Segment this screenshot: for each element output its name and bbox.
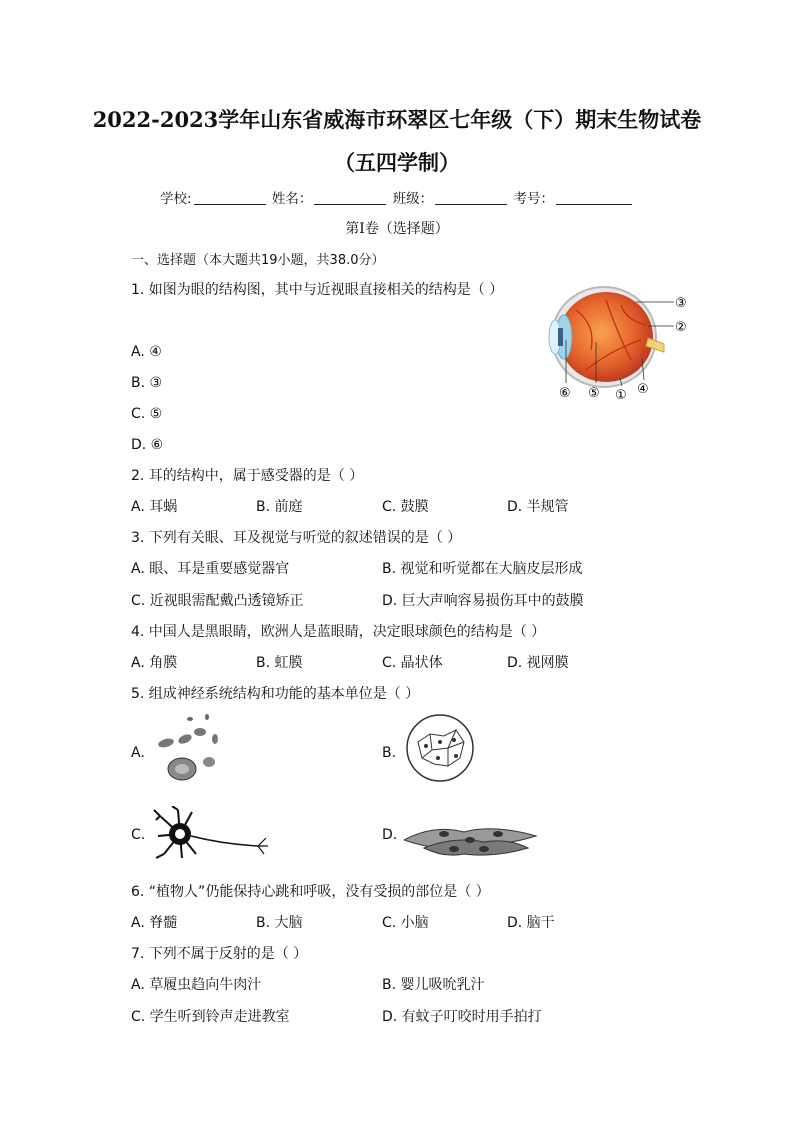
part-title: 一、选择题（本大题共19小题，共38.0分） [131, 253, 385, 268]
q7-option-c[interactable]: C. 学生听到铃声走进教室 [131, 1009, 290, 1025]
school-blank[interactable] [194, 190, 266, 205]
q3-option-d[interactable]: D. 巨大声响容易损伤耳中的鼓膜 [382, 593, 584, 609]
q1-option-b[interactable]: B. ③ [131, 375, 163, 391]
eye-structure-figure [536, 280, 696, 402]
number-blank[interactable] [556, 190, 632, 205]
class-label: 班级： [392, 191, 434, 207]
q1-option-d[interactable]: D. ⑥ [131, 437, 164, 453]
student-info-line [0, 187, 794, 207]
onion-epidermal-cells-figure [404, 712, 476, 784]
q1-option-c[interactable]: C. ⑤ [131, 406, 163, 422]
question-2-stem: 2. 耳的结构中，属于感受器的是（ ） [131, 468, 364, 484]
q2-option-b[interactable]: B. 前庭 [256, 499, 303, 515]
question-6-stem: 6. “植物人”仍能保持心跳和呼吸，没有受损的部位是（ ） [131, 884, 490, 900]
question-3-stem: 3. 下列有关眼、耳及视觉与听觉的叙述错误的是（ ） [131, 530, 462, 546]
school-label: 学校: [160, 191, 192, 207]
name-label: 姓名： [271, 191, 313, 207]
label-2: ② [675, 320, 687, 335]
red-blood-cells-figure [152, 712, 222, 784]
neuron-figure [152, 806, 272, 862]
question-1-stem: 1. 如图为眼的结构图，其中与近视眼直接相关的结构是（ ） [131, 282, 504, 298]
q6-option-c[interactable]: C. 小脑 [382, 915, 429, 931]
q2-option-d[interactable]: D. 半规管 [507, 499, 569, 515]
q5-option-b[interactable]: B. [382, 745, 397, 761]
q6-option-a[interactable]: A. 脊髓 [131, 915, 178, 931]
q3-option-b[interactable]: B. 视觉和听觉都在大脑皮层形成 [382, 561, 583, 577]
label-4: ④ [637, 382, 649, 397]
section-title: 第I卷（选择题） [345, 221, 449, 237]
class-blank[interactable] [435, 190, 507, 205]
muscle-cells-figure [404, 818, 538, 858]
q7-option-d[interactable]: D. 有蚊子叮咬时用手拍打 [382, 1009, 542, 1025]
q7-option-b[interactable]: B. 婴儿吸吮乳汁 [382, 977, 485, 993]
q5-option-a[interactable]: A. [131, 745, 145, 761]
q4-option-c[interactable]: C. 晶状体 [382, 655, 443, 671]
label-1: ① [615, 388, 627, 402]
question-7-stem: 7. 下列不属于反射的是（ ） [131, 946, 308, 962]
q7-option-a[interactable]: A. 草履虫趋向牛肉汁 [131, 977, 262, 993]
iris [558, 328, 563, 346]
number-label: 考号： [513, 191, 554, 207]
exam-subtitle: （五四学制） [334, 150, 460, 175]
q4-option-a[interactable]: A. 角膜 [131, 655, 178, 671]
q6-option-b[interactable]: B. 大脑 [256, 915, 303, 931]
exam-title: 2022-2023学年山东省威海市环翠区七年级（下）期末生物试卷 [92, 107, 702, 132]
q1-option-a[interactable]: A. ④ [131, 344, 162, 360]
choroid-retina [559, 292, 653, 382]
q4-option-d[interactable]: D. 视网膜 [507, 655, 569, 671]
q5-option-c[interactable]: C. [131, 827, 146, 843]
label-5: ⑤ [588, 386, 600, 401]
q5-option-d[interactable]: D. [382, 827, 398, 843]
name-blank[interactable] [314, 190, 386, 205]
q3-option-a[interactable]: A. 眼、耳是重要感觉器官 [131, 561, 290, 577]
q2-option-c[interactable]: C. 鼓膜 [382, 499, 429, 515]
q3-option-c[interactable]: C. 近视眼需配戴凸透镜矫正 [131, 593, 304, 609]
q2-option-a[interactable]: A. 耳蜗 [131, 499, 178, 515]
q4-option-b[interactable]: B. 虹膜 [256, 655, 303, 671]
question-4-stem: 4. 中国人是黑眼睛，欧洲人是蓝眼睛，决定眼球颜色的结构是（ ） [131, 624, 546, 640]
label-6: ⑥ [559, 386, 571, 401]
q6-option-d[interactable]: D. 脑干 [507, 915, 555, 931]
label-3: ③ [675, 296, 687, 311]
question-5-stem: 5. 组成神经系统结构和功能的基本单位是（ ） [131, 686, 420, 702]
